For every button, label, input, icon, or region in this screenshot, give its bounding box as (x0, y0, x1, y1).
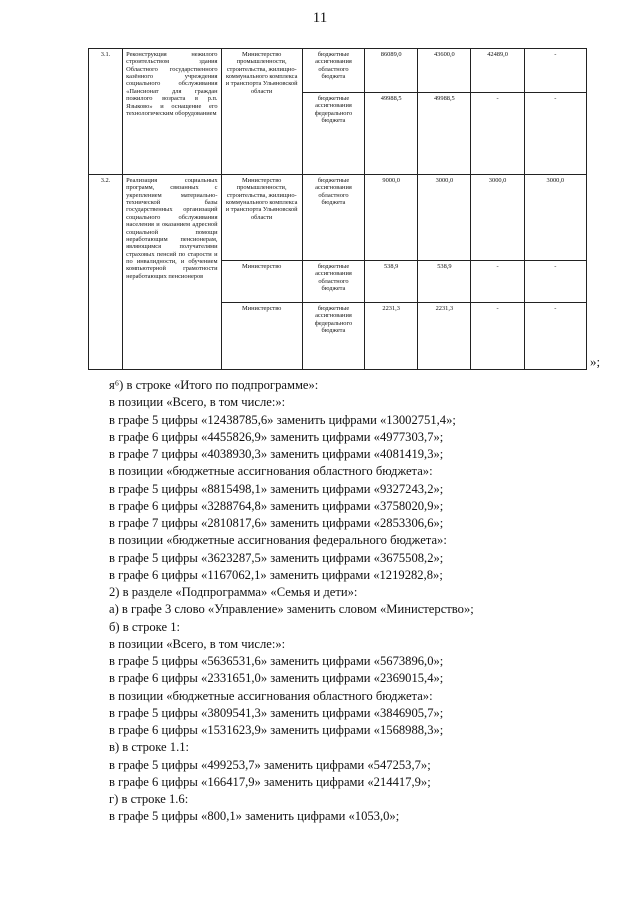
amendment-line: в позиции «бюджетные ассигнования областного бюджета»: (109, 688, 433, 703)
table-closing-quote: »; (590, 354, 601, 369)
amendment-line: г) в строке 1.6: (109, 792, 189, 806)
amendment-line: в графе 5 цифры «12438785,6» заменить цифрами «13002751,4»; (109, 412, 456, 427)
value-col8: - (524, 261, 586, 303)
amendment-line: в графе 5 цифры «499253,7» заменить цифрами «547253,7»; (109, 757, 431, 772)
funding-source: бюджетные ассигнования областного бюджета (302, 261, 364, 303)
amendment-line: в позиции «бюджетные ассигнования федерального бюджета»: (109, 533, 447, 548)
value-col5: 9000,0 (365, 175, 418, 261)
amendment-line: в графе 5 цифры «8815498,1» заменить цифрами «9327243,2»; (109, 481, 444, 496)
amendment-line: 2) в разделе «Подпрограмма» «Семья и дети»: (109, 585, 358, 599)
measure-name: Реализация социальных программ, связанных с укреплением материально-технической базы государственных организаций социального обслуживания населения и оказанием адресной социальной помощи неработающим пенсионерам, являющимся получателями страховых пенсий по старости и по инвалидности, и обучением компьютерной грамотности неработающих пенсионеров (123, 175, 221, 370)
amendment-line: в графе 5 цифры «3623287,5» заменить цифрами «3675508,2»; (109, 550, 444, 565)
table-row (89, 49, 587, 93)
funding-source: бюджетные ассигнования федерального бюджета (302, 93, 364, 175)
amendment-text (109, 377, 629, 826)
executor: Министерство промышленности, строительства, жилищно-коммунального комплекса и транспорта Ульяновской области (221, 49, 302, 175)
amendment-line: в позиции «Всего, в том числе:»: (109, 636, 286, 651)
amendment-line: в графе 6 цифры «4455826,9» заменить цифрами «4977303,7»; (109, 429, 444, 444)
amendment-line: в графе 6 цифры «3288764,8» заменить цифрами «3758020,9»; (109, 498, 444, 513)
budget-table (88, 48, 587, 370)
value-col7: - (471, 93, 524, 175)
value-col6: 3000,0 (418, 175, 471, 261)
row-number: 3.2. (89, 175, 123, 370)
value-col6: 49988,5 (418, 93, 471, 175)
value-col5: 86089,0 (365, 49, 418, 93)
funding-source: бюджетные ассигнования федерального бюджета (302, 303, 364, 370)
value-col8: - (524, 49, 586, 93)
amendment-line: в графе 5 цифры «3809541,3» заменить цифрами «3846905,7»; (109, 705, 444, 720)
amendment-line: в графе 7 цифры «2810817,6» заменить цифрами «2853306,6»; (109, 516, 444, 530)
amendment-line: в графе 6 цифры «2331651,0» заменить цифрами «2369015,4»; (109, 671, 444, 686)
funding-source: бюджетные ассигнования областного бюджета (302, 175, 364, 261)
value-col5: 49988,5 (365, 93, 418, 175)
value-col5: 2231,3 (365, 303, 418, 370)
amendment-line: в позиции «Всего, в том числе:»: (109, 395, 286, 410)
table-row (89, 175, 587, 261)
amendment-line: в графе 6 цифры «166417,9» заменить цифрами «214417,9»; (109, 774, 431, 789)
executor: Министерство (221, 261, 302, 303)
value-col6: 43600,0 (418, 49, 471, 93)
value-col7: - (471, 261, 524, 303)
value-col5: 538,9 (365, 261, 418, 303)
executor: Министерство промышленности, строительства, жилищно-коммунального комплекса и транспорта Ульяновской области (221, 175, 302, 261)
amendment-line: а) в графе 3 слово «Управление» заменить словом «Министерство»; (109, 602, 474, 617)
value-col8: - (524, 303, 586, 370)
value-col8: - (524, 93, 586, 175)
amendment-line: в графе 5 цифры «5636531,6» заменить цифрами «5673896,0»; (109, 654, 444, 668)
amendment-line: в графе 7 цифры «4038930,3» заменить цифрами «4081419,3»; (109, 447, 444, 461)
amendment-line: в графе 6 цифры «1531623,9» заменить цифрами «1568988,3»; (109, 723, 444, 737)
funding-source: бюджетные ассигнования областного бюджета (302, 49, 364, 93)
amendment-line: в позиции «бюджетные ассигнования областного бюджета»: (109, 464, 433, 479)
value-col6: 2231,3 (418, 303, 471, 370)
value-col8: 3000,0 (524, 175, 586, 261)
page-number: 11 (312, 10, 328, 26)
value-col6: 538,9 (418, 261, 471, 303)
value-col7: - (471, 303, 524, 370)
amendment-line: в графе 5 цифры «800,1» заменить цифрами «1053,0»; (109, 809, 400, 824)
value-col7: 3000,0 (471, 175, 524, 261)
measure-name: Реконструкция нежилого строительством здания Областного государственного казённого учреждения социального обслуживания «Пансионат для граждан пожилого возраста в р.п. Языково» и оснащение его технологическим оборудованием (123, 49, 221, 175)
amendment-line: б) в строке 1: (109, 619, 181, 634)
row-number: 3.1. (89, 49, 123, 175)
executor: Министерство (221, 303, 302, 370)
value-col7: 42489,0 (471, 49, 524, 93)
budget-table-container (88, 48, 587, 370)
amendment-line: в) в строке 1.1: (109, 740, 190, 755)
amendment-line: в графе 6 цифры «1167062,1» заменить цифрами «1219282,8»; (109, 567, 443, 582)
amendment-line: я⁶) в строке «Итого по подпрограмме»: (109, 378, 319, 392)
